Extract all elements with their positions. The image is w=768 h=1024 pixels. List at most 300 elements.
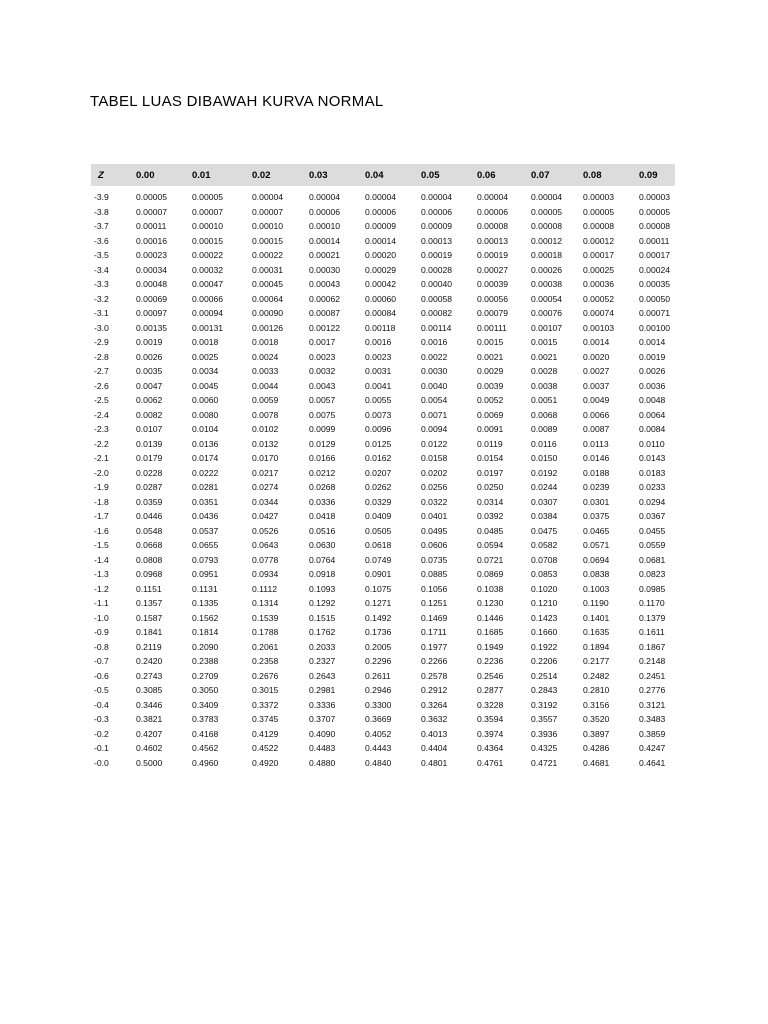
area-value-cell: 0.0764 (309, 554, 336, 565)
area-value-cell: 0.0735 (421, 554, 448, 565)
area-value-cell: 0.00003 (583, 192, 615, 202)
area-value-cell: 0.0146 (583, 453, 610, 463)
area-value-cell: 0.0192 (531, 467, 558, 478)
area-value-cell: 0.1314 (252, 598, 279, 608)
area-value-cell: 0.00058 (421, 293, 453, 304)
area-value-cell: 0.00005 (136, 192, 168, 202)
area-value-cell: 0.00026 (531, 264, 563, 275)
area-value-cell: 0.0301 (583, 496, 610, 507)
area-value-cell: 0.00008 (477, 221, 509, 231)
area-value-cell: 0.0039 (477, 380, 504, 391)
area-value-cell: 0.1492 (365, 612, 392, 623)
area-value-cell: 0.00074 (583, 308, 615, 318)
area-value-cell: 0.0934 (252, 569, 279, 579)
area-value-cell: 0.00042 (365, 279, 397, 289)
area-value-cell: 0.0043 (309, 380, 336, 391)
area-value-cell: 0.0281 (192, 482, 219, 492)
area-value-cell: 0.3520 (583, 714, 610, 724)
area-value-cell: 0.0336 (309, 496, 336, 507)
area-value-cell: 0.00015 (192, 235, 224, 246)
area-value-cell: 0.00019 (421, 250, 453, 260)
area-value-cell: 0.0853 (531, 569, 558, 579)
area-value-cell: 0.2358 (252, 656, 279, 666)
area-value-cell: 0.00056 (477, 293, 509, 304)
area-value-cell: 0.00014 (309, 235, 341, 246)
area-value-cell: 0.1949 (477, 641, 504, 652)
area-value-cell: 0.00039 (477, 279, 509, 289)
area-value-cell: 0.3228 (477, 699, 504, 710)
area-value-cell: 0.0029 (477, 366, 504, 376)
table-row (91, 524, 675, 539)
area-value-cell: 0.0158 (421, 453, 448, 463)
area-value-cell: 0.00006 (365, 206, 397, 217)
area-value-cell: 0.1003 (583, 583, 610, 594)
area-value-cell: 0.00004 (477, 192, 509, 202)
area-value-cell: 0.3859 (639, 728, 666, 739)
table-row (91, 186, 675, 205)
area-value-cell: 0.0023 (309, 351, 336, 362)
area-value-cell: 0.0274 (252, 482, 279, 492)
area-value-cell: 0.00060 (365, 293, 397, 304)
area-value-cell: 0.3015 (252, 685, 279, 695)
area-value-cell: 0.0048 (639, 395, 666, 405)
area-value-cell: 0.4602 (136, 743, 163, 753)
area-value-cell: 0.4562 (192, 743, 219, 753)
area-value-cell: 0.0062 (136, 395, 163, 405)
area-value-cell: 0.00022 (192, 250, 224, 260)
area-value-cell: 0.0244 (531, 482, 558, 492)
area-value-cell: 0.00013 (421, 235, 453, 246)
area-value-cell: 0.1446 (477, 612, 504, 623)
area-value-cell: 0.00032 (192, 264, 224, 275)
area-value-cell: 0.1423 (531, 612, 558, 623)
area-value-cell: 0.2546 (477, 670, 504, 681)
area-value-cell: 0.5000 (136, 757, 163, 768)
area-value-cell: 0.3300 (365, 699, 392, 710)
z-value-cell: -3.7 (94, 221, 109, 231)
z-table (91, 164, 675, 770)
area-value-cell: 0.00126 (252, 322, 284, 333)
area-value-cell: 0.00040 (421, 279, 453, 289)
z-value-cell: -0.4 (94, 699, 109, 710)
area-value-cell: 0.3483 (639, 714, 666, 724)
area-value-cell: 0.00004 (365, 192, 397, 202)
area-value-cell: 0.2420 (136, 656, 163, 666)
area-value-cell: 0.3121 (639, 699, 666, 710)
area-value-cell: 0.00097 (136, 308, 168, 318)
table-row (91, 640, 675, 655)
area-value-cell: 0.0166 (309, 453, 336, 463)
z-value-cell: -3.5 (94, 250, 109, 260)
area-value-cell: 0.0918 (309, 569, 336, 579)
area-value-cell: 0.0049 (583, 395, 610, 405)
area-value-cell: 0.0287 (136, 482, 163, 492)
area-value-cell: 0.1131 (192, 583, 218, 594)
area-value-cell: 0.1762 (309, 627, 336, 637)
column-header: 0.09 (635, 164, 675, 186)
area-value-cell: 0.00003 (639, 192, 671, 202)
z-value-cell: -1.8 (94, 496, 109, 507)
area-value-cell: 0.00008 (583, 221, 615, 231)
area-value-cell: 0.2912 (421, 685, 448, 695)
area-value-cell: 0.0021 (477, 351, 504, 362)
z-value-cell: -0.0 (94, 757, 109, 768)
area-value-cell: 0.0015 (531, 337, 558, 347)
area-value-cell: 0.2578 (421, 670, 448, 681)
area-value-cell: 0.1075 (365, 583, 392, 594)
z-value-cell: -2.5 (94, 395, 109, 405)
area-value-cell: 0.00010 (192, 221, 224, 231)
area-value-cell: 0.3156 (583, 699, 610, 710)
table-header (91, 164, 675, 186)
column-header: 0.05 (417, 164, 473, 186)
area-value-cell: 0.1788 (252, 627, 279, 637)
area-value-cell: 0.1894 (583, 641, 610, 652)
table-row (91, 219, 675, 234)
z-value-cell: -0.1 (94, 743, 109, 753)
area-value-cell: 0.0078 (252, 409, 279, 420)
z-value-cell: -2.0 (94, 467, 109, 478)
area-value-cell: 0.0110 (639, 438, 665, 449)
z-value-cell: -3.0 (94, 322, 109, 333)
table-row (91, 321, 675, 336)
area-value-cell: 0.0018 (192, 337, 219, 347)
area-value-cell: 0.0455 (639, 525, 666, 536)
area-value-cell: 0.0071 (421, 409, 448, 420)
area-value-cell: 0.00025 (583, 264, 615, 275)
area-value-cell: 0.00071 (639, 308, 671, 318)
area-value-cell: 0.0082 (136, 409, 163, 420)
area-value-cell: 0.0087 (583, 424, 610, 434)
area-value-cell: 0.0250 (477, 482, 504, 492)
area-value-cell: 0.00021 (309, 250, 341, 260)
area-value-cell: 0.0465 (583, 525, 610, 536)
area-value-cell: 0.1230 (477, 598, 504, 608)
area-value-cell: 0.00017 (583, 250, 615, 260)
area-value-cell: 0.0057 (309, 395, 336, 405)
area-value-cell: 0.0015 (477, 337, 504, 347)
area-value-cell: 0.0017 (309, 337, 336, 347)
area-value-cell: 0.00114 (421, 322, 452, 333)
z-value-cell: -0.2 (94, 728, 109, 739)
area-value-cell: 0.00010 (252, 221, 284, 231)
area-value-cell: 0.0032 (309, 366, 336, 376)
area-value-cell: 0.00038 (531, 279, 563, 289)
area-value-cell: 0.1685 (477, 627, 504, 637)
area-value-cell: 0.00005 (639, 206, 671, 217)
area-value-cell: 0.0064 (639, 409, 666, 420)
area-value-cell: 0.00007 (192, 206, 224, 217)
area-value-cell: 0.4129 (252, 728, 279, 739)
area-value-cell: 0.00006 (477, 206, 509, 217)
z-value-cell: -1.6 (94, 525, 109, 536)
area-value-cell: 0.0129 (309, 438, 336, 449)
area-value-cell: 0.0838 (583, 569, 610, 579)
area-value-cell: 0.00076 (531, 308, 563, 318)
area-value-cell: 0.0031 (365, 366, 392, 376)
area-value-cell: 0.1977 (421, 641, 448, 652)
area-value-cell: 0.0606 (421, 540, 448, 550)
area-value-cell: 0.00036 (583, 279, 615, 289)
area-value-cell: 0.00069 (136, 293, 168, 304)
area-value-cell: 0.0104 (192, 424, 219, 434)
area-value-cell: 0.3446 (136, 699, 163, 710)
area-value-cell: 0.00028 (421, 264, 453, 275)
z-value-cell: -1.4 (94, 554, 109, 565)
area-value-cell: 0.00087 (309, 308, 341, 318)
area-value-cell: 0.0047 (136, 380, 163, 391)
area-value-cell: 0.0016 (365, 337, 392, 347)
area-value-cell: 0.1841 (136, 627, 163, 637)
area-value-cell: 0.0808 (136, 554, 163, 565)
area-value-cell: 0.1711 (421, 627, 447, 637)
area-value-cell: 0.00135 (136, 322, 168, 333)
area-value-cell: 0.0436 (192, 511, 219, 521)
z-value-cell: -2.3 (94, 424, 109, 434)
z-value-cell: -1.1 (94, 598, 109, 608)
area-value-cell: 0.00018 (531, 250, 563, 260)
area-value-cell: 0.0985 (639, 583, 666, 594)
area-value-cell: 0.0537 (192, 525, 219, 536)
area-value-cell: 0.00035 (639, 279, 671, 289)
area-value-cell: 0.1190 (583, 598, 609, 608)
table-row (91, 480, 675, 495)
area-value-cell: 0.2451 (639, 670, 666, 681)
area-value-cell: 0.2236 (477, 656, 504, 666)
area-value-cell: 0.0014 (583, 337, 610, 347)
area-value-cell: 0.0793 (192, 554, 219, 565)
area-value-cell: 0.0094 (421, 424, 448, 434)
area-value-cell: 0.0559 (639, 540, 666, 550)
area-value-cell: 0.0026 (136, 351, 163, 362)
page-title: TABEL LUAS DIBAWAH KURVA NORMAL (90, 93, 384, 110)
area-value-cell: 0.1515 (309, 612, 336, 623)
z-value-cell: -2.7 (94, 366, 109, 376)
area-value-cell: 0.0869 (477, 569, 504, 579)
area-value-cell: 0.0618 (365, 540, 392, 550)
table-row (91, 741, 675, 756)
area-value-cell: 0.2843 (531, 685, 558, 695)
table-row (91, 553, 675, 568)
area-value-cell: 0.4013 (421, 728, 448, 739)
area-value-cell: 0.1357 (136, 598, 163, 608)
area-value-cell: 0.0351 (192, 496, 219, 507)
z-value-cell: -2.4 (94, 409, 109, 420)
area-value-cell: 0.0028 (531, 366, 558, 376)
table-row (91, 234, 675, 249)
z-value-cell: -2.8 (94, 351, 109, 362)
table-row (91, 654, 675, 669)
area-value-cell: 0.0066 (583, 409, 610, 420)
z-value-cell: -0.6 (94, 670, 109, 681)
area-value-cell: 0.4960 (192, 757, 219, 768)
area-value-cell: 0.1335 (192, 598, 219, 608)
area-value-cell: 0.0188 (583, 467, 610, 478)
column-header: 0.06 (473, 164, 527, 186)
area-value-cell: 0.0136 (192, 438, 219, 449)
column-header: 0.03 (305, 164, 361, 186)
area-value-cell: 0.0630 (309, 540, 336, 550)
table-row (91, 379, 675, 394)
area-value-cell: 0.2482 (583, 670, 610, 681)
area-value-cell: 0.0268 (309, 482, 336, 492)
area-value-cell: 0.0885 (421, 569, 448, 579)
area-value-cell: 0.0025 (192, 351, 219, 362)
area-value-cell: 0.0951 (192, 569, 219, 579)
table-row (91, 306, 675, 321)
area-value-cell: 0.0485 (477, 525, 504, 536)
area-value-cell: 0.00050 (639, 293, 671, 304)
z-value-cell: -3.3 (94, 279, 109, 289)
area-value-cell: 0.3707 (309, 714, 336, 724)
column-header-z: Z (91, 164, 132, 186)
area-value-cell: 0.0548 (136, 525, 163, 536)
table-row (91, 625, 675, 640)
area-value-cell: 0.1271 (365, 598, 392, 608)
area-value-cell: 0.0594 (477, 540, 504, 550)
area-value-cell: 0.0020 (583, 351, 610, 362)
area-value-cell: 0.0217 (252, 467, 279, 478)
area-value-cell: 0.0823 (639, 569, 666, 579)
table-row (91, 451, 675, 466)
area-value-cell: 0.0643 (252, 540, 279, 550)
table-row (91, 335, 675, 350)
area-value-cell: 0.0143 (639, 453, 666, 463)
area-value-cell: 0.00009 (421, 221, 453, 231)
z-value-cell: -3.1 (94, 308, 109, 318)
area-value-cell: 0.4681 (583, 757, 610, 768)
area-value-cell: 0.3264 (421, 699, 448, 710)
z-value-cell: -0.7 (94, 656, 109, 666)
area-value-cell: 0.0060 (192, 395, 219, 405)
area-value-cell: 0.0096 (365, 424, 392, 434)
area-value-cell: 0.0035 (136, 366, 163, 376)
z-value-cell: -2.6 (94, 380, 109, 391)
area-value-cell: 0.0495 (421, 525, 448, 536)
area-value-cell: 0.0033 (252, 366, 279, 376)
area-value-cell: 0.0314 (477, 496, 504, 507)
area-value-cell: 0.4052 (365, 728, 392, 739)
area-value-cell: 0.00011 (136, 221, 167, 231)
header-row (91, 164, 675, 186)
area-value-cell: 0.0091 (477, 424, 504, 434)
area-value-cell: 0.00017 (639, 250, 671, 260)
area-value-cell: 0.0392 (477, 511, 504, 521)
area-value-cell: 0.1292 (309, 598, 336, 608)
area-value-cell: 0.1867 (639, 641, 666, 652)
area-value-cell: 0.2177 (583, 656, 610, 666)
area-value-cell: 0.0073 (365, 409, 392, 420)
area-value-cell: 0.3936 (531, 728, 558, 739)
area-value-cell: 0.0174 (192, 453, 219, 463)
z-value-cell: -1.5 (94, 540, 109, 550)
area-value-cell: 0.0089 (531, 424, 558, 434)
area-value-cell: 0.00054 (531, 293, 563, 304)
area-value-cell: 0.0113 (583, 438, 609, 449)
area-value-cell: 0.2090 (192, 641, 219, 652)
area-value-cell: 0.0059 (252, 395, 279, 405)
area-value-cell: 0.0119 (477, 438, 503, 449)
area-value-cell: 0.0125 (365, 438, 392, 449)
area-value-cell: 0.00094 (192, 308, 224, 318)
area-value-cell: 0.1401 (583, 612, 610, 623)
area-value-cell: 0.0427 (252, 511, 279, 521)
area-value-cell: 0.1112 (252, 583, 278, 594)
area-value-cell: 0.0571 (583, 540, 610, 550)
area-value-cell: 0.0239 (583, 482, 610, 492)
area-value-cell: 0.1611 (639, 627, 665, 637)
area-value-cell: 0.00045 (252, 279, 284, 289)
area-value-cell: 0.0075 (309, 409, 336, 420)
z-value-cell: -0.3 (94, 714, 109, 724)
area-value-cell: 0.0030 (421, 366, 448, 376)
area-value-cell: 0.1093 (309, 583, 336, 594)
area-value-cell: 0.4761 (477, 757, 504, 768)
table-row (91, 205, 675, 220)
column-header: 0.04 (361, 164, 417, 186)
area-value-cell: 0.00066 (192, 293, 224, 304)
area-value-cell: 0.00031 (252, 264, 284, 275)
table-row (91, 509, 675, 524)
area-value-cell: 0.1539 (252, 612, 279, 623)
area-value-cell: 0.3192 (531, 699, 558, 710)
area-value-cell: 0.2946 (365, 685, 392, 695)
table-row (91, 727, 675, 742)
area-value-cell: 0.4090 (309, 728, 336, 739)
table-row (91, 292, 675, 307)
area-value-cell: 0.4920 (252, 757, 279, 768)
area-value-cell: 0.0505 (365, 525, 392, 536)
area-value-cell: 0.0037 (583, 380, 610, 391)
area-value-cell: 0.4840 (365, 757, 392, 768)
z-value-cell: -3.9 (94, 192, 109, 202)
table-row (91, 350, 675, 365)
area-value-cell: 0.3409 (192, 699, 219, 710)
area-value-cell: 0.2206 (531, 656, 558, 666)
area-value-cell: 0.0023 (365, 351, 392, 362)
area-value-cell: 0.00062 (309, 293, 341, 304)
area-value-cell: 0.00016 (136, 235, 168, 246)
area-value-cell: 0.0322 (421, 496, 448, 507)
area-value-cell: 0.0019 (136, 337, 163, 347)
area-value-cell: 0.00011 (639, 235, 670, 246)
area-value-cell: 0.3974 (477, 728, 504, 739)
area-value-cell: 0.00107 (531, 322, 563, 333)
table-row (91, 567, 675, 582)
area-value-cell: 0.00009 (365, 221, 397, 231)
area-value-cell: 0.4880 (309, 757, 336, 768)
area-value-cell: 0.0233 (639, 482, 666, 492)
table-row (91, 408, 675, 423)
area-value-cell: 0.2148 (639, 656, 666, 666)
table-row (91, 611, 675, 626)
area-value-cell: 0.0132 (252, 438, 279, 449)
area-value-cell: 0.0018 (252, 337, 279, 347)
table-row (91, 756, 675, 771)
area-value-cell: 0.00005 (192, 192, 224, 202)
area-value-cell: 0.0401 (421, 511, 448, 521)
area-value-cell: 0.0694 (583, 554, 610, 565)
area-value-cell: 0.00008 (639, 221, 671, 231)
area-value-cell: 0.00030 (309, 264, 341, 275)
table-row (91, 466, 675, 481)
area-value-cell: 0.0721 (477, 554, 504, 565)
table-row (91, 393, 675, 408)
area-value-cell: 0.2388 (192, 656, 219, 666)
area-value-cell: 0.0099 (309, 424, 336, 434)
area-value-cell: 0.00122 (309, 322, 341, 333)
area-value-cell: 0.0526 (252, 525, 279, 536)
